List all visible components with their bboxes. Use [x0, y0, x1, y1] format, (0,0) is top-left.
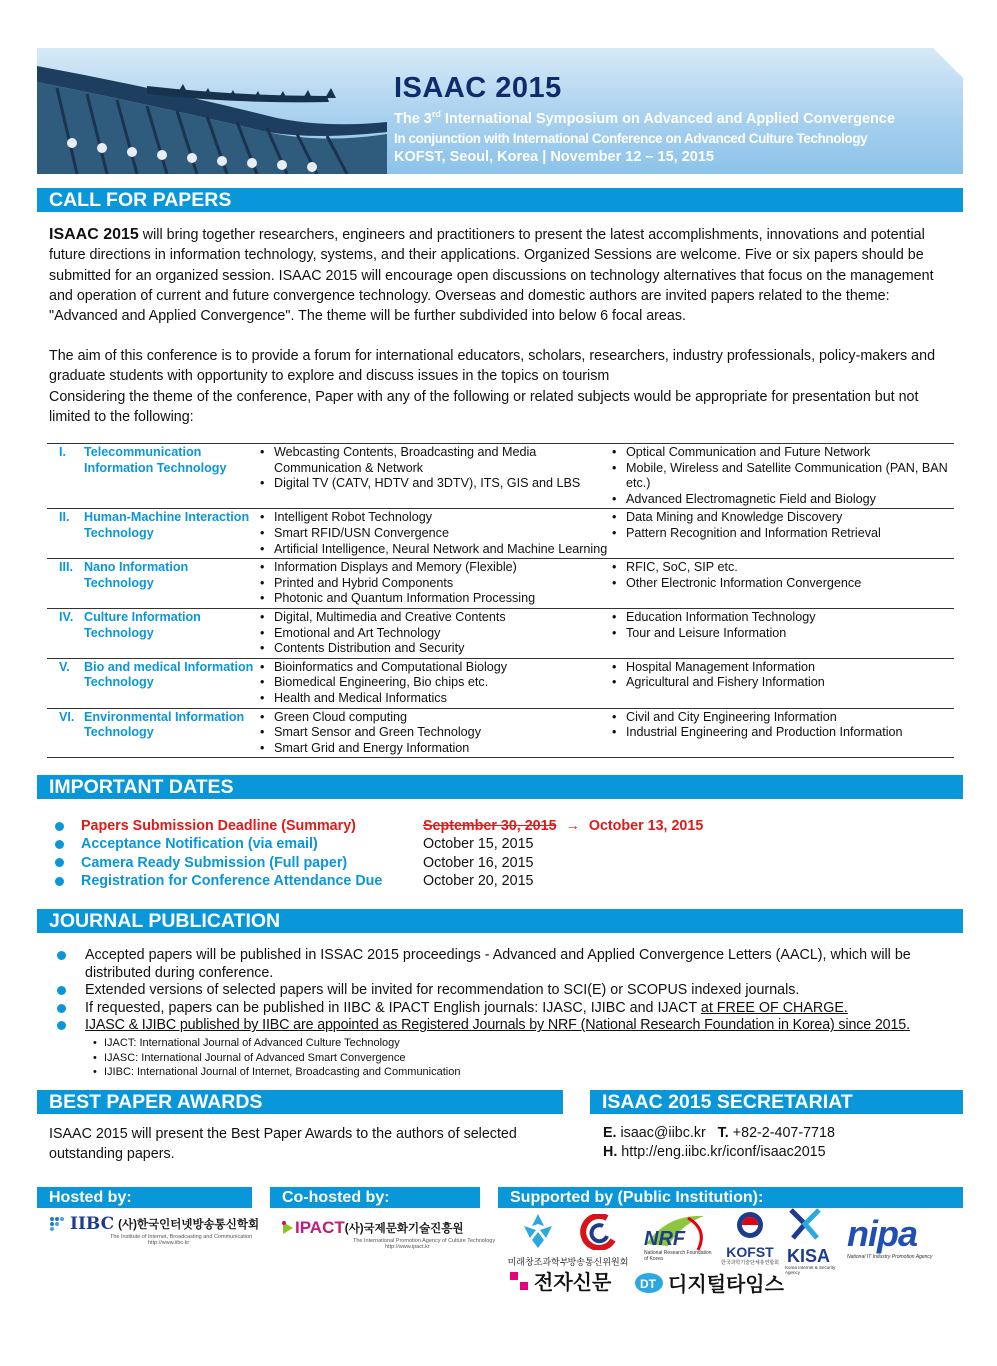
date-label: Registration for Conference Attendance Due [81, 873, 383, 890]
bullet-dot [55, 840, 64, 849]
topic-subject-item: • Printed and Hybrid Components [256, 576, 608, 592]
date-label: Camera Ready Submission (Full paper) [81, 854, 348, 871]
date-value: October 16, 2015 [423, 854, 534, 871]
topic-subject-item: • Webcasting Contents, Broadcasting and Media Communication & Network [256, 445, 608, 476]
cfp-paragraph-2: The aim of this conference is to provide a forum for international educators, scholars, researchers, industry professionals, policy-makers and graduate students with opportunity to explore and discuss issues in the topics on tourism [49, 348, 936, 385]
banner-text [394, 72, 959, 167]
topic-name: Environmental Information Technology [84, 709, 245, 740]
topic-subjects [256, 710, 608, 757]
important-dates-heading: IMPORTANT DATES [37, 775, 963, 799]
best-paper-awards-heading: BEST PAPER AWARDS [37, 1090, 563, 1114]
co-hosted-by-heading: Co-hosted by: [270, 1187, 480, 1208]
topic-subjects [256, 445, 608, 507]
topic-number: I. [59, 445, 66, 459]
topic-subject-item: • RFIC, SoC, SIP etc. [608, 560, 954, 576]
topic-row [47, 509, 954, 559]
date-value: October 20, 2015 [423, 873, 534, 890]
nrf-logo: NRF National Research Foundation of Korea [638, 1210, 714, 1263]
msip-mark-icon [520, 1212, 556, 1250]
topic-subject-item: • Pattern Recognition and Information Retrieval [608, 526, 954, 542]
topic-subjects [608, 610, 954, 657]
topic-row [47, 444, 954, 509]
topic-subject-item: • Advanced Electromagnetic Field and Biology [608, 492, 954, 508]
topic-subject-item: • Hospital Management Information [608, 660, 954, 676]
topic-name: Nano Information Technology [84, 560, 189, 590]
topic-row [47, 559, 954, 609]
topic-number: VI. [59, 709, 75, 724]
call-for-papers-heading: CALL FOR PAPERS [37, 188, 963, 212]
date-row [55, 817, 703, 835]
roof-illustration [37, 48, 387, 174]
date-row [55, 835, 703, 853]
date-label: Acceptance Notification (via email) [81, 836, 318, 853]
topic-subjects [256, 660, 608, 707]
topic-number: III. [59, 560, 73, 575]
topic-subject-item: • Civil and City Engineering Information [608, 710, 954, 726]
digitaltimes-logo: DT 디지털타임스 [634, 1268, 784, 1297]
email-link[interactable]: isaac@iibc.kr [620, 1125, 706, 1141]
topic-subject-item: • Smart Grid and Energy Information [256, 741, 608, 757]
journal-abbrev-item: • IJASC: International Journal of Advanced Smart Convergence [55, 1051, 960, 1066]
secretariat-contact: E. isaac@iibc.kr T. +82-2-407-7718 H. http://eng.iibc.kr/iconf/isaac2015 [603, 1125, 835, 1160]
topic-subject-item: • Bioinformatics and Computational Biology [256, 660, 608, 676]
kcc-logo: 방송통신위원회 [562, 1214, 634, 1268]
important-dates-list [55, 817, 703, 890]
topic-subject-item: • Smart RFID/USN Convergence [256, 526, 608, 542]
topic-row [47, 709, 954, 759]
topic-subjects [608, 710, 954, 757]
iibc-mark-icon [48, 1216, 70, 1232]
journal-abbrev-item: • IJACT: International Journal of Advanced Culture Technology [55, 1036, 960, 1051]
topic-number: V. [59, 659, 70, 674]
secretariat-heading: ISAAC 2015 SECRETARIAT [590, 1090, 963, 1114]
free-of-charge-link[interactable]: at FREE OF CHARGE. [700, 999, 848, 1016]
cfp-paragraph-1: ISAAC 2015 will bring together researchers, engineers and practitioners to present the latest accomplishments, innovations and potential future directions in information technology, systems, and their applications. Organized Sessions are welcome. Five or six papers should be submitted for an organized session. ISAAC 2015 will encourage open discussions on technology alternatives that focus on the management and operation of current and future convergence technology. Overseas and domestic authors are invited papers related to the theme: "Advanced and Applied Convergence". The theme will be further subdivided into below 6 focal areas. [49, 226, 934, 325]
topic-subjects [608, 660, 954, 707]
topic-number: II. [59, 510, 70, 525]
topic-subjects [256, 610, 608, 657]
event-subtitle: The 3rd International Symposium on Advanced and Applied Convergence [394, 109, 896, 127]
digitaltimes-mark-icon [634, 1272, 664, 1294]
supported-by-heading: Supported by (Public Institution): [498, 1187, 963, 1208]
topic-subjects [608, 510, 954, 557]
topic-subjects [608, 445, 954, 507]
event-title: ISAAC 2015 [394, 72, 562, 104]
new-date: October 13, 2015 [588, 818, 704, 835]
kisa-mark-icon [785, 1208, 825, 1242]
topic-subject-item: • Artificial Intelligence, Neural Network and Machine Learning [256, 542, 608, 558]
bullet-dot [57, 986, 66, 995]
topic-row [47, 659, 954, 709]
topic-subject-item: • Contents Distribution and Security [256, 641, 608, 657]
topic-subject-item: • Other Electronic Information Convergence [608, 576, 954, 592]
topic-subjects [256, 510, 608, 557]
topic-subject-item: • Agricultural and Fishery Information [608, 675, 954, 691]
topic-subject-item: • Data Mining and Knowledge Discovery [608, 510, 954, 526]
awards-text: ISAAC 2015 will present the Best Paper Awards to the authors of selected outstanding papers. [49, 1126, 517, 1162]
banner-corner [933, 48, 963, 78]
date-value: October 15, 2015 [423, 836, 534, 853]
topic-subject-item: • Intelligent Robot Technology [256, 510, 608, 526]
bullet-dot [55, 877, 64, 886]
journal-publication-heading: JOURNAL PUBLICATION [37, 909, 963, 933]
topic-subjects [608, 560, 954, 607]
topic-name: Culture Information Technology [84, 609, 201, 640]
iibc-logo: IIBC (사)한국인터넷방송통신학회 The Institute of Internet, Broadcasting and Communication http://www.iibc.kr [48, 1214, 259, 1246]
topics-table [47, 443, 954, 758]
journal-abbrev-item: • IJIBC: International Journal of Internet, Broadcasting and Communication [55, 1065, 960, 1080]
bullet-dot [55, 858, 64, 867]
nipa-logo: nipa National IT Industry Promotion Agency [847, 1213, 933, 1260]
ipact-mark-icon [281, 1220, 295, 1236]
header-banner [37, 48, 963, 174]
ipact-logo: IPACT (사)국제문화기술진흥원 The International Promotion Agency of Culture Technology http://www.ipact.kr [281, 1218, 495, 1250]
kcc-mark-icon [577, 1214, 619, 1250]
kofst-emblem-icon [735, 1210, 765, 1240]
topic-subject-item: • Information Displays and Memory (Flexible) [256, 560, 608, 576]
topic-subject-item: • Education Information Technology [608, 610, 954, 626]
event-location-date: KOFST, Seoul, Korea | November 12 – 15, 2015 [394, 148, 714, 165]
topic-subject-item: • Optical Communication and Future Network [608, 445, 954, 461]
etnews-logo: 전자신문 [508, 1266, 611, 1295]
bullet-dot [57, 1004, 66, 1013]
topic-subject-item: • Digital TV (CATV, HDTV and 3DTV), ITS, GIS and LBS [256, 476, 608, 492]
arrow-right-icon: → [565, 818, 580, 835]
kofst-logo: KOFST 한국과학기술단체총연합회 [720, 1210, 780, 1266]
topic-subject-item: • Digital, Multimedia and Creative Contents [256, 610, 608, 626]
journal-item: IJASC & IJIBC published by IIBC are appointed as Registered Journals by NRF (National Research Foundation in Korea) since 2015. [55, 1017, 960, 1035]
topic-subject-item: • Green Cloud computing [256, 710, 608, 726]
bullet-dot [57, 951, 66, 960]
topic-row [47, 609, 954, 659]
journal-abbrev-list [55, 1036, 960, 1080]
topic-subject-item: • Mobile, Wireless and Satellite Communication (PAN, BAN etc.) [608, 461, 954, 492]
hosted-by-heading: Hosted by: [37, 1187, 252, 1208]
svg-text:DT: DT [640, 1276, 656, 1291]
date-label: Papers Submission Deadline (Summary) [81, 818, 356, 835]
topic-subject-item: • Smart Sensor and Green Technology [256, 725, 608, 741]
date-row [55, 872, 703, 890]
bullet-dot [55, 822, 64, 831]
topic-name: Human-Machine Interaction Technology [84, 510, 250, 540]
topic-subject-item: • Biomedical Engineering, Bio chips etc. [256, 675, 608, 691]
phone-number: +82-2-407-7718 [732, 1125, 835, 1141]
topic-subjects [256, 560, 608, 607]
topic-subject-item: • Health and Medical Informatics [256, 691, 608, 707]
topic-number: IV. [59, 609, 74, 624]
journal-item: Extended versions of selected papers will be invited for recommendation to SCI(E) or SCOPUS indexed journals. [55, 982, 960, 1000]
event-conjunction: In conjunction with International Conference on Advanced Culture Technology [394, 130, 868, 146]
topic-name: Telecommunication Information Technology [84, 445, 227, 475]
old-date: September 30, 2015 [423, 818, 557, 835]
date-row [55, 854, 703, 872]
msip-logo: 미래창조과학부 [506, 1212, 570, 1268]
journal-item: Accepted papers will be published in ISSAC 2015 proceedings - Advanced and Applied Convergence Letters (AACL), which will be distributed during conference. [55, 947, 960, 982]
etnews-mark-icon [508, 1270, 530, 1292]
topic-subject-item: • Tour and Leisure Information [608, 626, 954, 642]
topic-name: Bio and medical Information Technology [84, 659, 254, 690]
kisa-logo: KISA Korea Internet & Security Agency [785, 1208, 843, 1275]
cfp-paragraph-3: Considering the theme of the conference, Paper with any of the following or related subjects would be appropriate for presentation but not limited to the following: [49, 389, 919, 426]
topic-subject-item: • Photonic and Quantum Information Processing [256, 591, 608, 607]
journal-list [55, 947, 960, 1080]
bullet-dot [57, 1021, 66, 1030]
topic-subject-item: • Emotional and Art Technology [256, 626, 608, 642]
homepage-link[interactable]: http://eng.iibc.kr/iconf/isaac2015 [621, 1143, 826, 1160]
topic-subject-item: • Industrial Engineering and Production Information [608, 725, 954, 741]
journal-item: If requested, papers can be published in IIBC & IPACT English journals: IJASC, IJIBC and IJACT at FREE OF CHARGE. [55, 1000, 960, 1018]
